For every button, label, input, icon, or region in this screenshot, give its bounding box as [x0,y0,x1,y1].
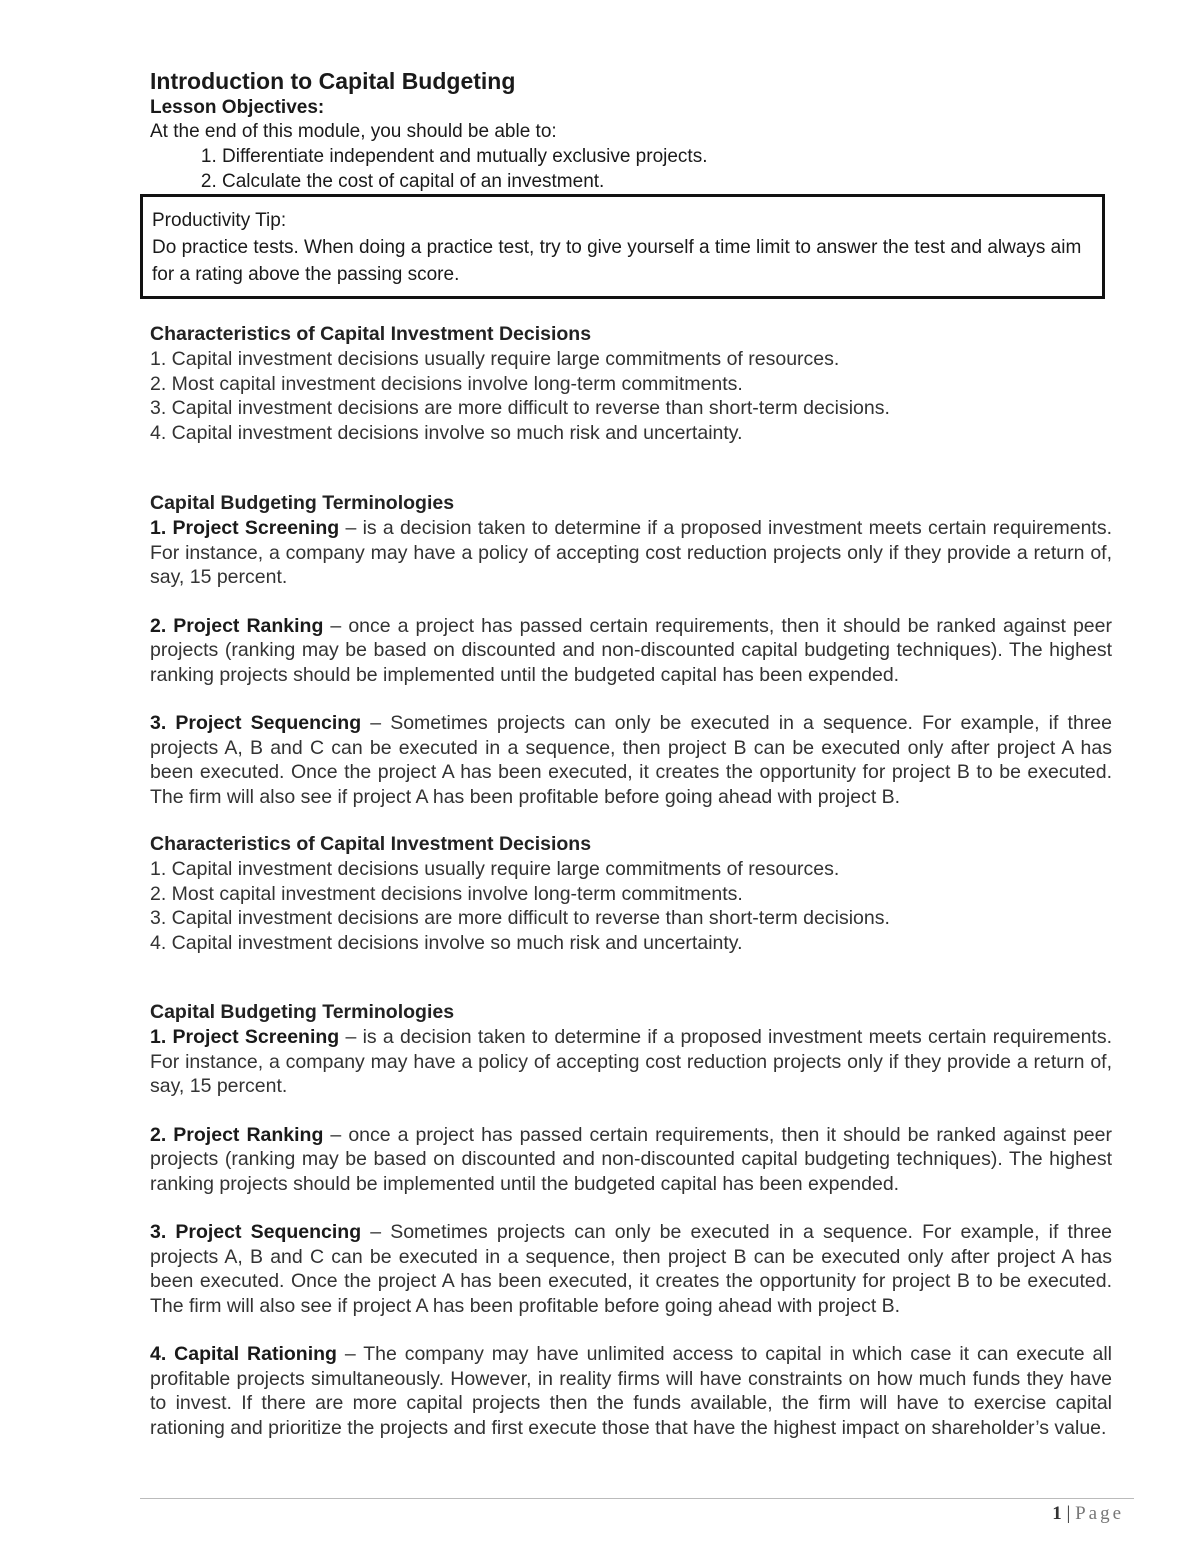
tip-label: Productivity Tip: [152,210,287,231]
objectives-heading: Lesson Objectives: [150,97,325,118]
term-label: 3. Project Sequencing [150,1221,362,1243]
term-text: – once a project has passed certain requirements, then it should be ranked against peer projects (ranking may be based on discounted and non-discounted capital budgeting techniques). The highest ranking projects should be implemented until the budgeted capital has been expended. [150,614,1112,686]
term-sequencing [150,711,1112,809]
characteristics-section-repeat [150,832,1112,955]
term-label: 2. Project Ranking [150,614,324,637]
term-label: 4. Capital Rationing [150,1343,337,1365]
objectives-list [150,144,1110,194]
term-text: – once a project has passed certain requirements, then it should be ranked against peer projects (ranking may be based on discounted and non-discounted capital budgeting techniques). The highest ranking projects should be implemented until the budgeted capital has been expended. [150,1123,1112,1195]
tip-text: Do practice tests. When doing a practice test, try to give yourself a time limit to answer the test and always aim for a rating above the passing score. [152,237,1082,285]
footer-divider [140,1498,1134,1499]
term-screening [150,516,1112,590]
term-screening [150,1025,1112,1099]
objective-item: 1. Differentiate independent and mutually exclusive projects. [222,144,1110,169]
list-item: 4. Capital investment decisions involve so much risk and uncertainty. [150,931,743,954]
list-item: 3. Capital investment decisions are more difficult to reverse than short-term decisions. [150,907,890,929]
list-item: 2. Most capital investment decisions involve long-term commitments. [150,372,743,395]
term-label: 3. Project Sequencing [150,712,362,734]
term-label: 2. Project Ranking [150,1123,324,1146]
list-item: 2. Most capital investment decisions involve long-term commitments. [150,882,743,905]
term-ranking [150,1123,1112,1197]
term-rationing [150,1342,1112,1440]
page-footer [1052,1503,1124,1525]
objectives-intro: At the end of this module, you should be able to: [150,121,557,142]
term-text: – Sometimes projects can only be executed in a sequence. For example, if three projects A, B and C can be executed in a sequence, then project B can be executed only after project A has been executed. Once the project A has been executed, it creates the opportunity for project B to be executed. The firm will also see if project A has been profitable before going ahead with project B. [150,1221,1112,1317]
characteristics-section [150,322,1112,445]
objective-item: 2. Calculate the cost of capital of an investment. [222,169,1110,194]
term-label: 1. Project Screening [150,1026,340,1048]
list-item: 1. Capital investment decisions usually require large commitments of resources. [150,348,840,370]
page-label: Page [1075,1503,1124,1524]
term-text: – Sometimes projects can only be executed in a sequence. For example, if three projects A, B and C can be executed in a sequence, then project B can be executed only after project A has been executed. Once the project A has been executed, it creates the opportunity for project B to be executed. The firm will also see if project A has been profitable before going ahead with project B. [150,712,1112,808]
term-text: – The company may have unlimited access to capital in which case it can execute all profitable projects simultaneously. However, in reality firms will have constraints on how much funds they have to invest. If there are more capital projects then the funds available, the firm will have to exercise capital rationing and prioritize the projects and first execute those that have the highest impact on shareholder’s value. [150,1343,1112,1439]
list-item: 3. Capital investment decisions are more difficult to reverse than short-term decisions. [150,397,890,419]
document-page [150,66,1113,1439]
term-text: – is a decision taken to determine if a proposed investment meets certain requirements. For instance, a company may have a policy of accepting cost reduction projects only if they provide a return of, say, 15 percent. [150,517,1113,588]
terminologies-section-repeat [150,1000,1112,1440]
page-number: 1 [1052,1503,1062,1524]
footer-separator: | [1066,1503,1071,1524]
section-heading: Capital Budgeting Terminologies [150,1001,455,1023]
list-item: 4. Capital investment decisions involve so much risk and uncertainty. [150,421,743,444]
terminologies-section [150,491,1112,809]
document-title: Introduction to Capital Budgeting [150,68,516,94]
section-heading: Capital Budgeting Terminologies [150,492,455,514]
term-sequencing [150,1220,1112,1318]
section-heading: Characteristics of Capital Investment Decisions [150,323,592,345]
section-heading: Characteristics of Capital Investment Decisions [150,833,592,855]
term-text: – is a decision taken to determine if a proposed investment meets certain requirements. For instance, a company may have a policy of accepting cost reduction projects only if they provide a return of, say, 15 percent. [150,1026,1113,1097]
list-item: 1. Capital investment decisions usually require large commitments of resources. [150,858,840,880]
productivity-tip-box [140,194,1105,299]
term-label: 1. Project Screening [150,517,340,539]
term-ranking [150,614,1112,688]
